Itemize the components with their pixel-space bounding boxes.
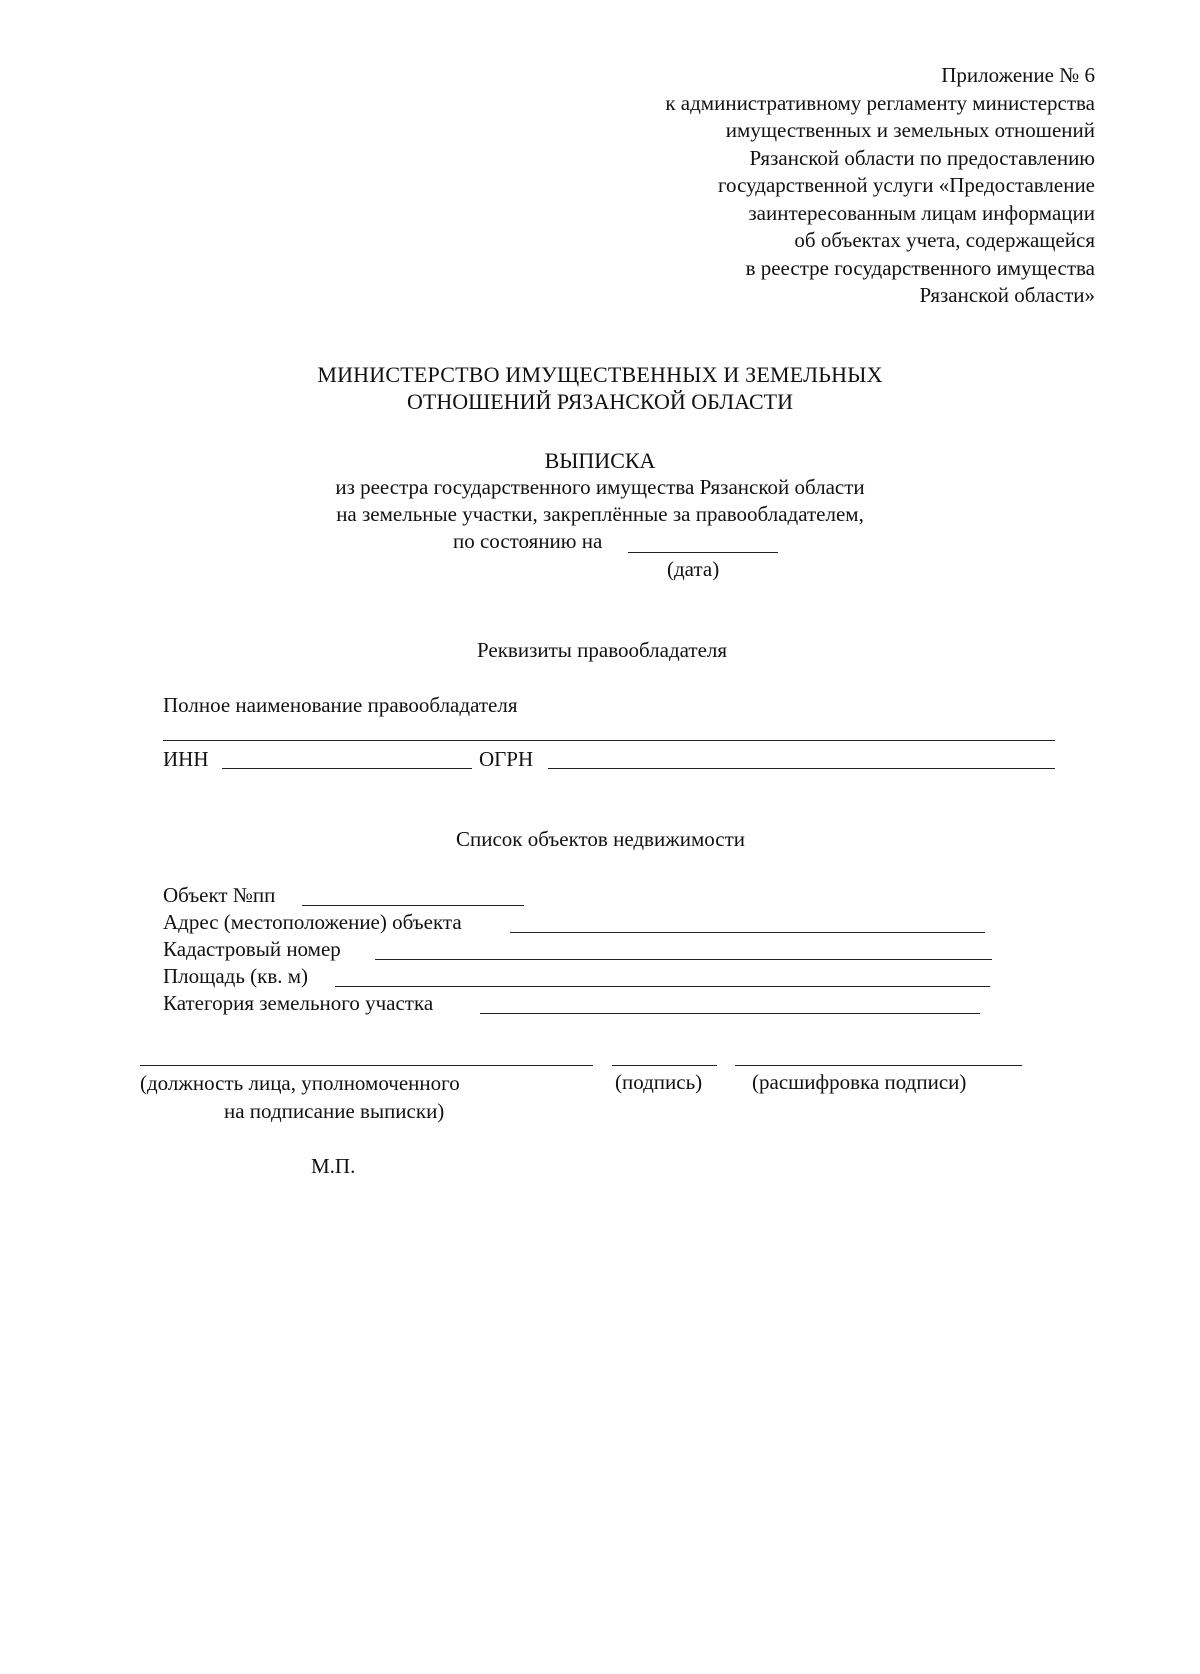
ministry-name-line2: ОТНОШЕНИЙ РЯЗАНСКОЙ ОБЛАСТИ <box>407 389 793 414</box>
cadastral-number-label: Кадастровый номер <box>163 937 341 961</box>
appendix-line: Приложение № 6 <box>941 63 1095 87</box>
ministry-name-line1: МИНИСТЕРСТВО ИМУЩЕСТВЕННЫХ И ЗЕМЕЛЬНЫХ <box>317 362 883 387</box>
appendix-line: Рязанской области» <box>919 283 1095 307</box>
position-caption-line1: (должность лица, уполномоченного <box>140 1071 460 1095</box>
holder-full-name-field[interactable] <box>163 740 1055 741</box>
object-address-field[interactable] <box>510 932 985 933</box>
appendix-header <box>665 62 1095 310</box>
object-address-label: Адрес (местоположение) объекта <box>163 910 462 934</box>
area-field[interactable] <box>335 986 990 987</box>
extract-subtitle-line2: на земельные участки, закреплённые за правообладателем, <box>336 502 864 526</box>
land-category-field[interactable] <box>480 1013 980 1014</box>
extract-title: ВЫПИСКА <box>544 448 656 473</box>
stamp-place: М.П. <box>311 1154 356 1178</box>
appendix-line: заинтересованным лицам информации <box>748 200 1095 225</box>
object-number-label: Объект №пп <box>163 883 276 907</box>
extract-subtitle-line1: из реестра государственного имущества Рязанской области <box>335 475 865 499</box>
inn-label: ИНН <box>163 747 209 771</box>
signature-caption: (подпись) <box>615 1070 703 1094</box>
signature-decode-field[interactable] <box>735 1065 1022 1066</box>
signature-decode-caption: (расшифровка подписи) <box>752 1070 967 1094</box>
cadastral-number-field[interactable] <box>375 959 992 960</box>
date-field-line[interactable] <box>628 552 778 553</box>
ogrn-label: ОГРН <box>479 747 534 771</box>
appendix-line: государственной услуги «Предоставление <box>717 173 1095 197</box>
holder-full-name-label: Полное наименование правообладателя <box>163 693 518 717</box>
holder-heading: Реквизиты правообладателя <box>477 638 728 662</box>
date-caption: (дата) <box>667 557 720 581</box>
appendix-line: Рязанской области по предоставлению <box>749 145 1095 170</box>
signature-field[interactable] <box>612 1065 717 1066</box>
appendix-line: в реестре государственного имущества <box>745 255 1095 280</box>
object-number-field[interactable] <box>302 905 524 906</box>
appendix-line: имущественных и земельных отношений <box>725 118 1095 142</box>
appendix-line: к административному регламенту министерства <box>665 90 1095 115</box>
position-field[interactable] <box>140 1065 593 1066</box>
land-category-label: Категория земельного участка <box>163 991 434 1015</box>
objects-heading: Список объектов недвижимости <box>456 827 746 851</box>
appendix-line: об объектах учета, содержащейся <box>794 228 1095 252</box>
extract-as-of-label: по состоянию на <box>453 529 603 553</box>
ogrn-field[interactable] <box>548 768 1055 769</box>
area-label: Площадь (кв. м) <box>163 964 309 988</box>
position-caption-line2: на подписание выписки) <box>224 1099 445 1123</box>
inn-field[interactable] <box>222 768 472 769</box>
